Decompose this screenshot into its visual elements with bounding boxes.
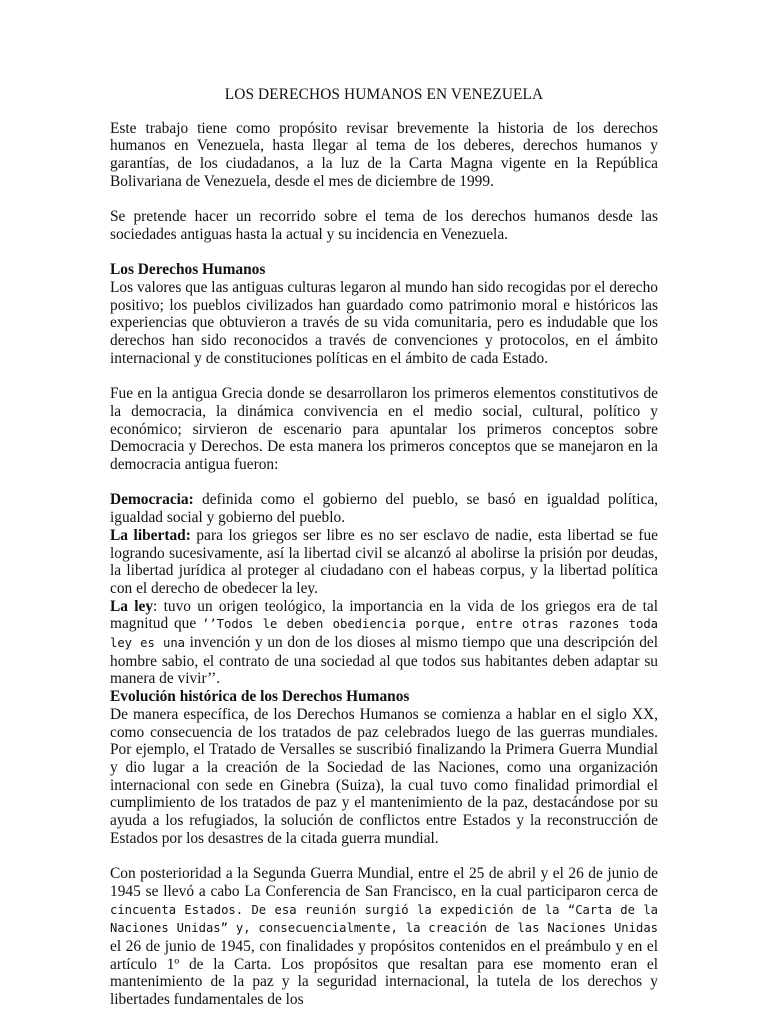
section-1-paragraph-1: Los valores que las antiguas culturas legaron al mundo han sido recogidas por el derecho positivo; los pueblos civilizados han guardado como patrimonio moral e históricos las experiencias que obtuvieron a través de su vida comunitaria, pero es indudable que los derechos han sido reconocidos a través de convenciones y protocolos, en el ámbito internacional y de constituciones políticas en el ámbito de cada Estado. — [110, 279, 658, 367]
paragraph-gap — [110, 847, 658, 865]
section-1-paragraph-2: Fue en la antigua Grecia donde se desarrollaron los primeros elementos constitutivos de la democracia, la dinámica convivencia en el medio social, cultural, político y económico; sirvieron de escenario para apuntalar los primeros conceptos sobre Democracia y Derechos. De esta manera los primeros conceptos que se manejaron en la democracia antigua fueron: — [110, 385, 658, 474]
definition-libertad-text: para los griegos ser libre es no ser esclavo de nadie, esta libertad se fue logrando sucesivamente, así la libertad civil se alcanzó al abolirse la prisión por deudas, la libertad jurídica al proteger al ciudadano con el habeas corpus, y la libertad política con el derecho de obedecer la ley. — [110, 526, 659, 597]
definition-ley-quote: ’’Todos le deben obediencia porque, entre otras razones toda ley es una — [110, 617, 658, 651]
paragraph-gap — [110, 244, 658, 262]
intro-paragraph-2: Se pretende hacer un recorrido sobre el tema de los derechos humanos desde las sociedades antiguas hasta la actual y su incidencia en Venezuela. — [110, 208, 658, 243]
section-2-paragraph-1: De manera específica, de los Derechos Humanos se comienza a hablar en el siglo XX, como consecuencia de los tratados de paz celebrados luego de las guerras mundiales. Por ejemplo, el Tratado de Versalles se suscribió finalizando la Primera Guerra Mundial y dio lugar a la creación de la Sociedad de las Naciones, como una organización internacional con sede en Ginebra (Suiza), la cual tuvo como finalidad primordial el cumplimiento de los tratados de paz y el mantenimiento de la paz, destacándose por su ayuda a los refugiados, la solución de conflictos entre Estados y la reconstrucción de Estados por los desastres de la citada guerra mundial. — [110, 705, 658, 847]
paragraph-gap — [110, 191, 658, 209]
intro-paragraph-1: Este trabajo tiene como propósito revisar brevemente la historia de los derechos humanos en Venezuela, hasta llegar al tema de los deberes, derechos humanos y garantías, de los ciudadanos, a la luz de la Carta Magna vigente en la República Bolivariana de Venezuela, desde el mes de diciembre de 1999. — [110, 119, 658, 190]
section-heading-evolucion: Evolución histórica de los Derechos Humanos — [110, 688, 410, 706]
definition-ley-text-continued: invención y un don de los dioses al mismo tiempo que una descripción del hombre sabio, el contrato de una sociedad al que todos sus habitantes deben adaptar su manera de vivir’’. — [110, 634, 658, 688]
definition-ley-text: : tuvo un origen teológico, la importancia en la vida de los griegos era de tal magnitud que — [110, 597, 658, 633]
document-title: LOS DERECHOS HUMANOS EN VENEZUELA — [224, 86, 544, 103]
term-democracia: Democracia: — [110, 491, 194, 509]
definition-libertad — [110, 527, 658, 598]
definition-democracia-text: definida como el gobierno del pueblo, se basó en igualdad política, igualdad social y gobierno del pueblo. — [110, 491, 658, 527]
paragraph-gap — [110, 368, 658, 386]
definition-democracia — [110, 491, 658, 526]
section-2-paragraph-2-text-continued: el 26 de junio de 1945, con finalidades y propósitos contenidos en el preámbulo y en el artículo 1º de la Carta. Los propósitos que resaltan para ese momento eran el mantenimiento de la paz y la seguridad internacional, la tutela de los derechos y libertades fundamentales de los — [110, 937, 658, 1009]
section-2-paragraph-2-text: Con posterioridad a la Segunda Guerra Mundial, entre el 25 de abril y el 26 de junio de 1945 se llevó a cabo La Conferencia de San Francisco, en la cual participaron cerca de — [110, 865, 658, 900]
section-heading-derechos-humanos: Los Derechos Humanos — [110, 261, 266, 279]
section-2-paragraph-2-mono-text: cincuenta Estados. De esa reunión surgió la expedición de la “Carta de la Naciones Unidas” y, consecuencialmente, la creación de las Naciones Unidas — [110, 902, 658, 936]
document-page — [110, 86, 658, 1009]
term-ley: La ley — [110, 597, 154, 615]
term-libertad: La libertad: — [110, 526, 191, 544]
paragraph-gap — [110, 474, 658, 492]
definition-ley — [110, 598, 658, 689]
section-2-paragraph-2 — [110, 865, 658, 1009]
